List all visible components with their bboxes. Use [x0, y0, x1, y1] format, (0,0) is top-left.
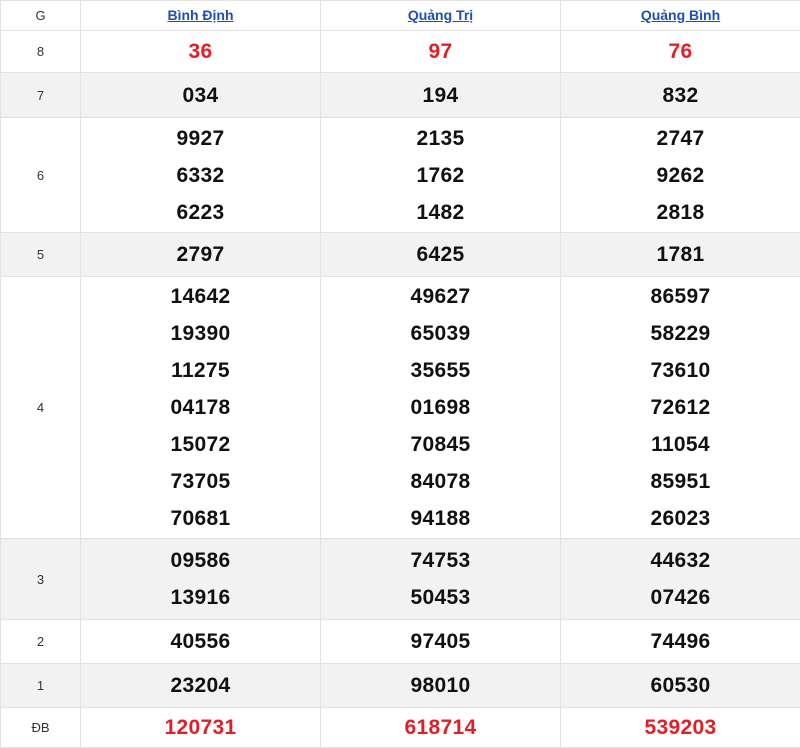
- result-cell: [321, 118, 561, 233]
- header-row: [1, 1, 800, 31]
- prize-label: 5: [1, 233, 81, 277]
- prize-number: 120731: [81, 709, 320, 746]
- prize-number: 40556: [81, 623, 320, 660]
- prize-row-1: [1, 664, 800, 708]
- result-cell: [81, 118, 321, 233]
- result-cell: [81, 31, 321, 73]
- prize-column-header: G: [1, 1, 81, 31]
- prize-number: 94188: [321, 500, 560, 537]
- result-cell: [81, 539, 321, 620]
- province-header-quang-tri: [321, 1, 561, 31]
- prize-number: 44632: [561, 542, 800, 579]
- prize-number: 26023: [561, 500, 800, 537]
- prize-number: 11275: [81, 352, 320, 389]
- result-cell: [561, 233, 800, 277]
- province-link-quang-binh[interactable]: Quảng Bình: [641, 7, 720, 23]
- prize-number: 36: [81, 33, 320, 70]
- result-cell: [81, 233, 321, 277]
- prize-number: 15072: [81, 426, 320, 463]
- prize-number: 65039: [321, 315, 560, 352]
- prize-number: 60530: [561, 667, 800, 704]
- result-cell: [321, 73, 561, 118]
- prize-number: 9262: [561, 157, 800, 194]
- prize-number: 97405: [321, 623, 560, 660]
- result-cell: [81, 708, 321, 748]
- prize-row-7: [1, 73, 800, 118]
- result-cell: [561, 118, 800, 233]
- prize-number: 50453: [321, 579, 560, 616]
- result-cell: [561, 73, 800, 118]
- prize-label: 2: [1, 620, 81, 664]
- province-link-binh-dinh[interactable]: Bình Định: [167, 7, 233, 23]
- prize-number: 49627: [321, 278, 560, 315]
- prize-number: 04178: [81, 389, 320, 426]
- result-cell: [81, 664, 321, 708]
- result-cell: [321, 539, 561, 620]
- prize-label: 7: [1, 73, 81, 118]
- prize-number: 58229: [561, 315, 800, 352]
- prize-label: 4: [1, 277, 81, 539]
- prize-number: 76: [561, 33, 800, 70]
- prize-row-8: [1, 31, 800, 73]
- prize-number: 23204: [81, 667, 320, 704]
- result-cell: [321, 708, 561, 748]
- prize-number: 2797: [81, 236, 320, 273]
- result-cell: [321, 31, 561, 73]
- province-link-quang-tri[interactable]: Quảng Trị: [408, 7, 473, 23]
- prize-number: 1781: [561, 236, 800, 273]
- result-cell: [561, 277, 800, 539]
- prize-number: 6425: [321, 236, 560, 273]
- result-cell: [561, 31, 800, 73]
- prize-number: 97: [321, 33, 560, 70]
- prize-number: 73705: [81, 463, 320, 500]
- prize-number: 84078: [321, 463, 560, 500]
- result-cell: [561, 620, 800, 664]
- prize-number: 2818: [561, 194, 800, 231]
- prize-row-5: [1, 233, 800, 277]
- prize-number: 618714: [321, 709, 560, 746]
- result-cell: [561, 539, 800, 620]
- prize-number: 539203: [561, 709, 800, 746]
- prize-number: 1762: [321, 157, 560, 194]
- prize-label: ĐB: [1, 708, 81, 748]
- prize-row-4: [1, 277, 800, 539]
- prize-number: 70681: [81, 500, 320, 537]
- prize-number: 74496: [561, 623, 800, 660]
- result-cell: [321, 664, 561, 708]
- result-cell: [321, 620, 561, 664]
- prize-number: 98010: [321, 667, 560, 704]
- prize-number: 86597: [561, 278, 800, 315]
- prize-number: 70845: [321, 426, 560, 463]
- province-header-binh-dinh: [81, 1, 321, 31]
- prize-number: 2747: [561, 120, 800, 157]
- result-cell: [81, 277, 321, 539]
- result-cell: [321, 233, 561, 277]
- prize-number: 74753: [321, 542, 560, 579]
- prize-number: 35655: [321, 352, 560, 389]
- prize-number: 11054: [561, 426, 800, 463]
- prize-number: 194: [321, 77, 560, 114]
- prize-number: 034: [81, 77, 320, 114]
- prize-number: 9927: [81, 120, 320, 157]
- prize-number: 832: [561, 77, 800, 114]
- prize-number: 09586: [81, 542, 320, 579]
- prize-row-special: [1, 708, 800, 748]
- prize-label: 3: [1, 539, 81, 620]
- prize-number: 07426: [561, 579, 800, 616]
- prize-number: 73610: [561, 352, 800, 389]
- prize-number: 13916: [81, 579, 320, 616]
- prize-row-2: [1, 620, 800, 664]
- result-cell: [321, 277, 561, 539]
- result-cell: [561, 708, 800, 748]
- province-header-quang-binh: [561, 1, 800, 31]
- prize-number: 2135: [321, 120, 560, 157]
- result-cell: [81, 73, 321, 118]
- prize-number: 1482: [321, 194, 560, 231]
- prize-row-3: [1, 539, 800, 620]
- result-cell: [81, 620, 321, 664]
- prize-number: 6223: [81, 194, 320, 231]
- prize-label: 6: [1, 118, 81, 233]
- prize-number: 01698: [321, 389, 560, 426]
- prize-number: 72612: [561, 389, 800, 426]
- prize-label: 8: [1, 31, 81, 73]
- prize-number: 85951: [561, 463, 800, 500]
- prize-number: 19390: [81, 315, 320, 352]
- prize-number: 14642: [81, 278, 320, 315]
- prize-label: 1: [1, 664, 81, 708]
- prize-number: 6332: [81, 157, 320, 194]
- result-cell: [561, 664, 800, 708]
- prize-row-6: [1, 118, 800, 233]
